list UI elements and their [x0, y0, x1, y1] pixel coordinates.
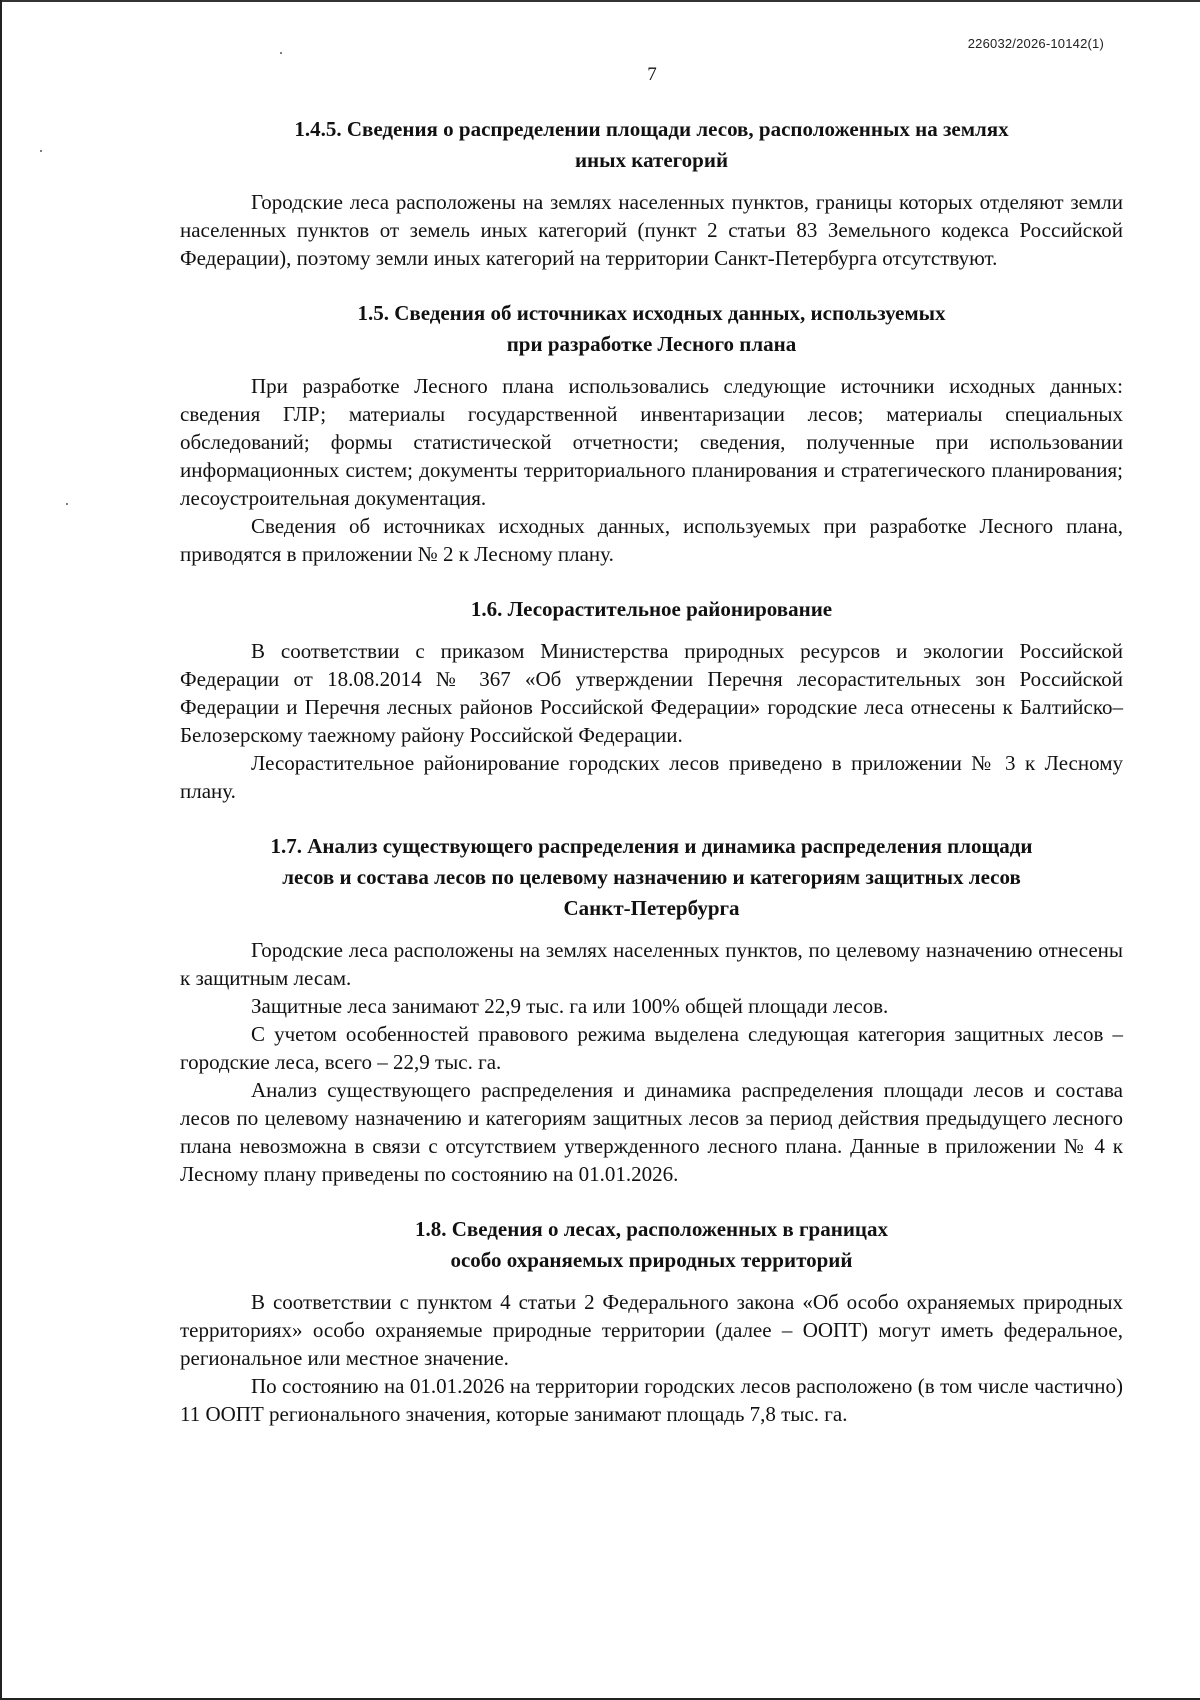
section-title: [180, 831, 1123, 924]
scan-top-border: [2, 0, 1200, 2]
scan-speck: [280, 52, 282, 54]
section-title: [180, 298, 1123, 360]
paragraph: С учетом особенностей правового режима выделена следующая категория защитных лесов –городские леса, всего – 22,9 тыс. га.: [180, 1022, 1123, 1074]
document-body: [180, 114, 1123, 1428]
section-title-line: 1.5. Сведения об источниках исходных данных, используемых: [357, 301, 946, 325]
paragraph: Анализ существующего распределения и динамика распределения площади лесов и состава лесов по целевому назначению и категориям защитных лесов за период действия предыдущего лесного плана невозможна в связи с отсутствием утвержденного лесного плана. Данные в приложении № 4 к Лесному плану приведены по состоянию на 01.01.2026.: [180, 1078, 1123, 1186]
section-title: [180, 114, 1123, 176]
paragraph: Защитные леса занимают 22,9 тыс. га или 100% общей площади лесов.: [251, 994, 889, 1018]
section-1-5: [180, 298, 1123, 568]
section-title-line: 1.4.5. Сведения о распределении площади лесов, расположенных на землях: [294, 117, 1009, 141]
section-1-7: [180, 831, 1123, 1188]
page-number: 7: [647, 64, 657, 85]
section-title: [180, 1214, 1123, 1276]
paragraph: Лесорастительное районирование городских лесов приведено в приложении № 3 к Лесному плану.: [180, 751, 1123, 803]
section-title-line: при разработке Лесного плана: [506, 332, 797, 356]
scan-speck: [66, 503, 68, 505]
paragraph: В соответствии с приказом Министерства природных ресурсов и экологии Российской Федерации от 18.08.2014 № 367 «Об утверждении Перечня лесорастительных зон Российской Федерации и Перечня лесных районов Российской Федерации» городские леса отнесены к Балтийско–Белозерскому таежному району Российской Федерации.: [180, 639, 1123, 747]
section-title-line: иных категорий: [574, 148, 729, 172]
section-1-8: [180, 1214, 1123, 1428]
paragraph: Городские леса расположены на землях населенных пунктов, границы которых отделяют земли населенных пунктов от земель иных категорий (пункт 2 статьи 83 Земельного кодекса Российской Федерации), поэтому земли иных категорий на территории Санкт-Петербурга отсутствуют.: [180, 190, 1123, 270]
paragraph: По состоянию на 01.01.2026 на территории городских лесов расположено (в том числе частично) 11 ООПТ регионального значения, которые занимают площадь 7,8 тыс. га.: [180, 1374, 1123, 1426]
registration-number: 226032/2026-10142(1): [967, 36, 1104, 51]
paragraph: Городские леса расположены на землях населенных пунктов, по целевому назначению отнесены к защитным лесам.: [180, 938, 1123, 990]
section-title-line: 1.6. Лесорастительное районирование: [470, 597, 833, 621]
section-title-line: 1.8. Сведения о лесах, расположенных в границах: [414, 1217, 889, 1241]
section-title: [180, 594, 1123, 625]
section-title-line: Санкт-Петербурга: [563, 896, 740, 920]
section-1-6: [180, 594, 1123, 805]
paragraph: Сведения об источниках исходных данных, используемых при разработке Лесного плана, приводятся в приложении № 2 к Лесному плану.: [180, 514, 1123, 566]
paragraph: В соответствии с пунктом 4 статьи 2 Федерального закона «Об особо охраняемых природных территориях» особо охраняемые природные территории (далее – ООПТ) могут иметь федеральное, региональное или местное значение.: [180, 1290, 1123, 1370]
section-title-line: лесов и состава лесов по целевому назначению и категориям защитных лесов: [282, 865, 1021, 889]
scan-speck: [40, 150, 42, 152]
section-title-line: 1.7. Анализ существующего распределения и динамика распределения площади: [270, 834, 1033, 858]
section-1-4-5: [180, 114, 1123, 272]
paragraph: При разработке Лесного плана использовались следующие источники исходных данных: сведения ГЛР; материалы государственной инвентаризации лесов; материалы специальных обследований; формы статистической отчетности; сведения, полученные при использовании информационных систем; документы территориального планирования и стратегического планирования; лесоустроительная документация.: [180, 374, 1123, 510]
section-title-line: особо охраняемых природных территорий: [450, 1248, 853, 1272]
